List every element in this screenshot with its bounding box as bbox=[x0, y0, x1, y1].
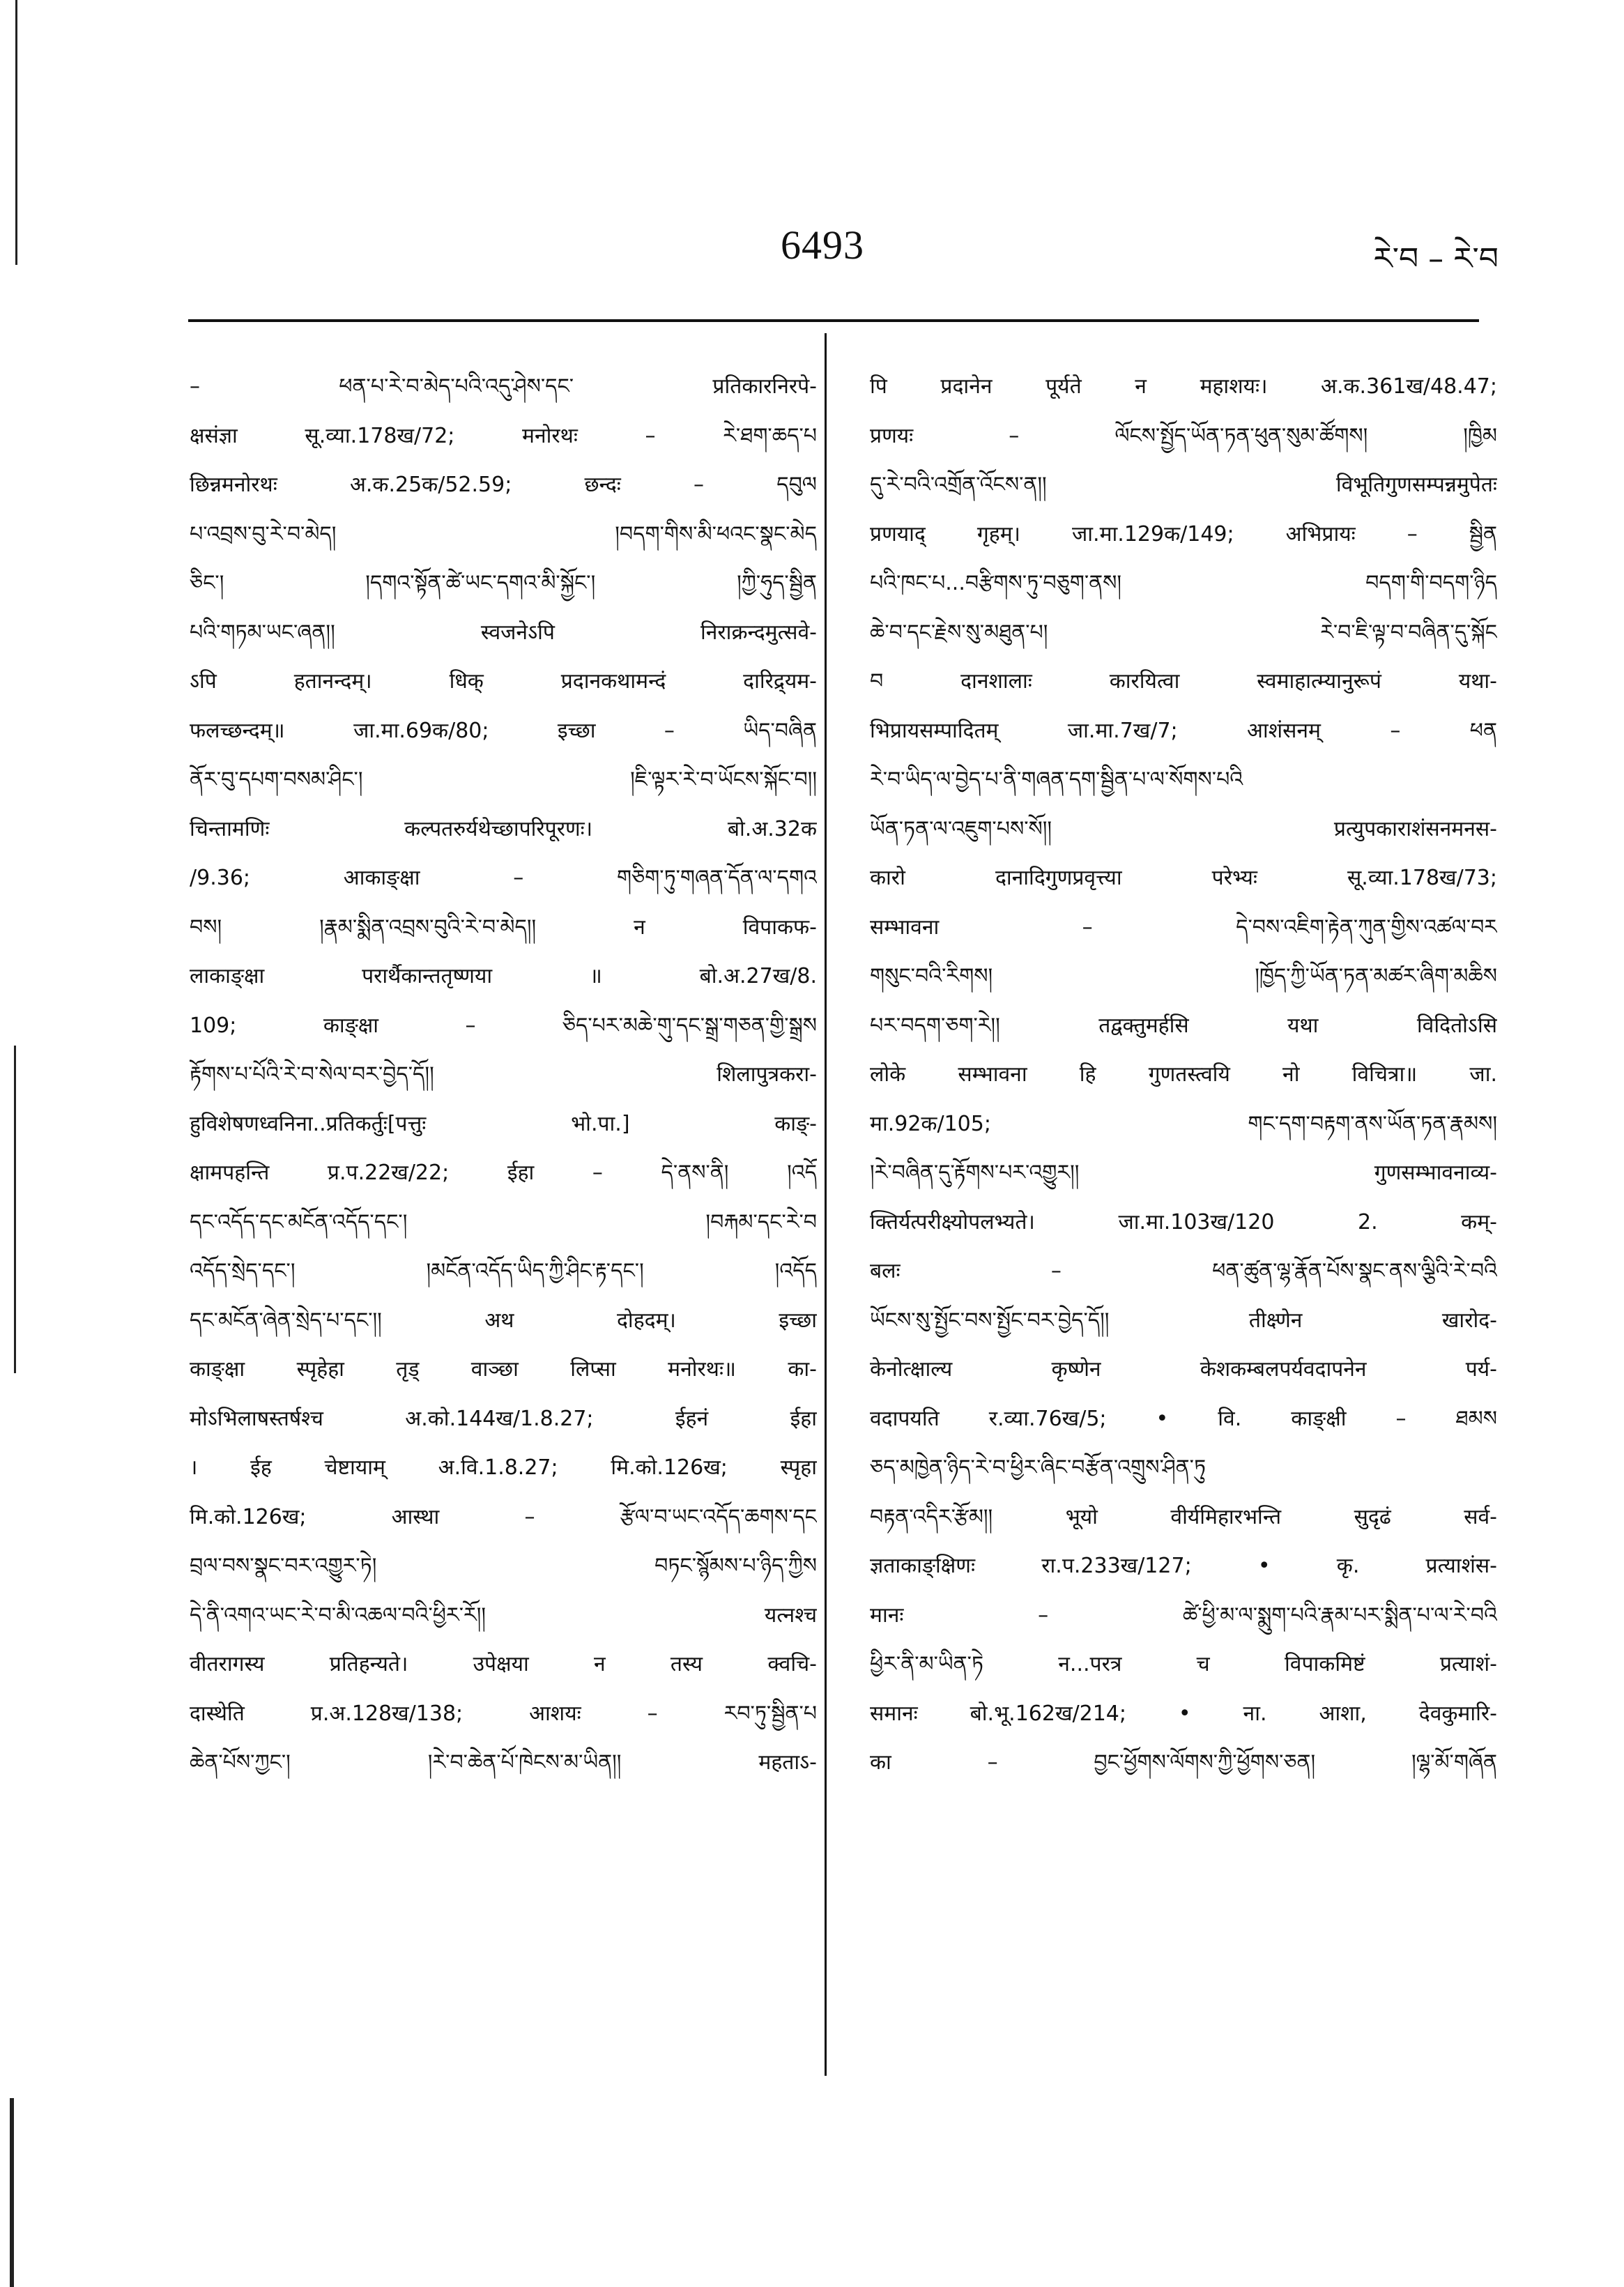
entry-line: क्षामपहन्ति प्र.प.22ख/22; ईहा – དེ་ནས་ནི། །འདོ bbox=[190, 1161, 817, 1185]
entry-line: मा.92क/105; གང་དག་བརྟག་ནས་ཡོན་ཏན་རྣམས། bbox=[870, 1111, 1497, 1136]
entry-line: काङ्क्षा स्पृहेहा तृड् वाञ्छा लिप्सा मनोरथः॥ का- bbox=[190, 1357, 817, 1382]
entry-line: ཆེ་བ་དང་རྗེས་སུ་མཐུན་པ། རེ་བ་ཇི་ལྟ་བ་བཞིན་དུ་སྐོང bbox=[870, 620, 1497, 645]
left-column bbox=[190, 362, 817, 2063]
header-rule bbox=[188, 319, 1479, 322]
entry-line: །རེ་བཞིན་དུ་རྟོགས་པར་འགྱུར།། गुणसम्भावनाव्य- bbox=[870, 1161, 1497, 1185]
running-head: རེ་བ – རེ་བ bbox=[1373, 241, 1499, 277]
entry-line: ཡོན་ཏན་ལ་འཇུག་པས་སོ།། प्रत्युपकाराशंसनमनस- bbox=[870, 816, 1497, 841]
entry-line: प्रणयाद् गृहम्। जा.मा.129क/149; अभिप्रायः – སྦྱིན bbox=[870, 521, 1497, 546]
page-number: 6493 bbox=[781, 222, 864, 268]
entry-line: དང་འདོད་དང་མངོན་འདོད་དང་། །བརྐམ་དང་རེ་བ bbox=[190, 1209, 817, 1234]
entry-line: – ཕན་པ་རེ་བ་མེད་པའི་འདུ་ཤེས་དང་ प्रतिकारनिरपे- bbox=[190, 374, 817, 399]
scan-edge-line-top bbox=[15, 0, 17, 265]
entry-line: । ईह चेष्टायाम् अ.वि.1.8.27; मि.को.126ख; स्पृहा bbox=[190, 1455, 817, 1480]
entry-line: वदापयति र.व्या.76ख/5; • वि. काङ्क्षी – ཐམས bbox=[870, 1406, 1497, 1431]
entry-line: ज्ञताकाङ्क्षिणः रा.प.233ख/127; • कृ. प्रत्याशंस- bbox=[870, 1554, 1497, 1578]
entry-line: दास्थेति प्र.अ.128ख/138; आशयः – རབ་ཏུ་སྦྱིན་པ bbox=[190, 1701, 817, 1726]
entry-line: རྟོགས་པ་པོའི་རེ་བ་སེལ་བར་བྱེད་དོ།། शिलापुत्रकरा- bbox=[190, 1062, 817, 1087]
entry-line: केनोत्क्षाल्य कृष्णेन केशकम्बलपर्यवदापनेन पर्य- bbox=[870, 1357, 1497, 1382]
scan-edge-line-bottom bbox=[10, 2098, 14, 2287]
entry-line: कारो दानादिगुणप्रवृत्त्या परेभ्यः सू.व्या.178ख/73; bbox=[870, 866, 1497, 890]
entry-line: मोऽभिलाषस्तर्षश्च अ.को.144ख/1.8.27; ईहनं ईहा bbox=[190, 1406, 817, 1431]
entry-line: का – བྱང་ཕྱོགས་ལོགས་ཀྱི་ཕྱོགས་ཅན། །ལྷ་མོ་གཞོན bbox=[870, 1750, 1497, 1775]
entry-line: ཡོངས་སུ་སྤྱོང་བས་སྤྱོང་བར་བྱེད་དོ།། तीक्ष्णेन खारोद- bbox=[870, 1308, 1497, 1333]
entry-line: सम्भावना – དེ་བས་འཇིག་རྟེན་ཀུན་གྱིས་འཚལ་བར bbox=[870, 915, 1497, 940]
entry-line: फलच्छन्दम्॥ जा.मा.69क/80; इच्छा – ཡིད་བཞིན bbox=[190, 718, 817, 743]
entry-line: लोके सम्भावना हि गुणतस्त्वयि नो विचित्रा॥ जा. bbox=[870, 1062, 1497, 1087]
entry-line: 109; काङ्क्षा – ཅིད་པར་མཆེ་གུ་དང་སྒྲ་གཅན་གྱི་སྒྲས bbox=[190, 1013, 817, 1038]
entry-line: लाकाङ्क्षा परार्थैकान्ततृष्णया ॥ बो.अ.27ख/8. bbox=[190, 964, 817, 988]
entry-line: རེ་བ་ཡིད་ལ་བྱེད་པ་ནི་གཞན་དག་སྦྱིན་པ་ལ་སོགས་པའི bbox=[870, 767, 1243, 792]
scan-edge-line-middle bbox=[14, 1046, 16, 1373]
entry-line: བ दानशालाः कारयित्वा स्वमाहात्म्यानुरूपं यथा- bbox=[870, 669, 1497, 694]
entry-line: छिन्नमनोरथः अ.क.25क/52.59; छन्दः – དབུལ bbox=[190, 473, 817, 497]
entry-line: समानः बो.भू.162ख/214; • ना. आशा, देवकुमारि- bbox=[870, 1701, 1497, 1726]
entry-line: वीतरागस्य प्रतिहन्यते। उपेक्षया न तस्य क्वचि- bbox=[190, 1652, 817, 1676]
entry-line: གསུང་བའི་རིགས། །ཁྱོད་ཀྱི་ཡོན་ཏན་མཚར་ཞིག་མཆིས bbox=[870, 964, 1497, 988]
column-divider bbox=[825, 333, 827, 2076]
entry-line: ऽपि हतानन्दम्। धिक् प्रदानकथामन्दं दारिद्र्यम- bbox=[190, 669, 817, 694]
right-column bbox=[870, 362, 1497, 2063]
entry-line: པའི་གཏམ་ཡང་ཞན།། स्वजनेऽपि निराक्रन्दमुत्सवे- bbox=[190, 620, 817, 645]
entry-line: ཆེན་པོས་ཀྱང་། །རེ་བ་ཆེན་པོ་ཁེངས་མ་ཡིན།། महताऽ- bbox=[190, 1750, 817, 1775]
entry-line: བརྟན་འདིར་རྩོམ།། भूयो वीर्यमिहारभन्ति सुदृढं सर्व- bbox=[870, 1504, 1497, 1529]
entry-line: དེ་ནི་འགའ་ཡང་རེ་བ་མི་འཆལ་བའི་ཕྱིར་རོ།། यत्नश्च bbox=[190, 1603, 817, 1628]
entry-line: पि प्रदानेन पूर्यते न महाशयः। अ.क.361ख/48.47; bbox=[870, 374, 1497, 399]
entry-line: /9.36; आकाङ्क्षा – གཅིག་ཏུ་གཞན་དོན་ལ་དགའ bbox=[190, 866, 817, 890]
entry-line: དུ་རེ་བའི་འགྲོན་འོངས་ན།། विभूतिगुणसम्पन्नमुपेतः bbox=[870, 473, 1497, 497]
entry-line: चिन्तामणिः कल्पतरुर्यथेच्छापरिपूरणः। बो.अ.32क bbox=[190, 816, 817, 841]
entry-line: क्षसंज्ञा सू.व्या.178ख/72; मनोरथः – རེ་ཐག་ཆད་པ bbox=[190, 423, 817, 448]
entry-line: ཅིང་། །དགའ་སྟོན་ཚེ་ཡང་དགའ་མི་སྐྱོང་། །ཀྱི་ཧུད་སྦྱིན bbox=[190, 571, 817, 595]
entry-line: मि.को.126ख; आस्था – རྩོལ་བ་ཡང་འདོད་ཆགས་དང bbox=[190, 1504, 817, 1529]
entry-line: मानः – ཚེ་ཕྱི་མ་ལ་སྨུག་པའི་རྣམ་པར་སྨིན་པ་ལ་རེ་བའི bbox=[870, 1603, 1497, 1628]
entry-line: बलः – ཕན་ཚུན་ལྷ་རྣོན་པོས་སྣང་ནས་ལྕིའི་རེ་བའི bbox=[870, 1259, 1497, 1283]
entry-line: དང་མངོན་ཞེན་སྲེད་པ་དང་།། अथ दोहदम्। इच्छा bbox=[190, 1308, 817, 1333]
entry-line: ནོར་བུ་དཔག་བསམ་ཤིང་། །ཇི་ལྟར་རེ་བ་ཡོངས་སྐོང་བ།། bbox=[190, 767, 817, 792]
entry-line: भिप्रायसम्पादितम् जा.मा.7ख/7; आशंसनम् – ཕན bbox=[870, 718, 1497, 743]
entry-line: ཅད་མཁྱེན་ཉིད་རེ་བ་ཕྱིར་ཞིང་བརྩོན་འགྲུས་ཤིན་ཏུ bbox=[870, 1455, 1206, 1480]
entry-line: क्तिर्यत्परीक्ष्योपलभ्यते। जा.मा.103ख/120 2. कम्- bbox=[870, 1209, 1497, 1234]
entry-line: हुविशेषणध्वनिना..प्रतिकर्तुः[पत्तुः भो.पा.] काङ्- bbox=[190, 1111, 817, 1136]
entry-line: བྲལ་བས་སྣང་བར་འགྱུར་ཏེ། བཏང་སྙོམས་པ་ཉིད་ཀྱིས bbox=[190, 1554, 817, 1578]
entry-line: प्रणयः – ལོངས་སྤྱོད་ཡོན་ཏན་ཕུན་སུམ་ཚོགས། །ཁྱིམ bbox=[870, 423, 1497, 448]
entry-line: པ་འབྲས་བུ་རེ་བ་མེད། །བདག་གིས་མི་ཕའང་སྣང་མེད bbox=[190, 521, 817, 546]
entry-line: འདོད་སྲེད་དང་། །མངོན་འདོད་ཡིད་ཀྱི་ཤིང་རྟ་དང་། །འདོད bbox=[190, 1259, 817, 1283]
entry-line: པའི་ཁང་པ...བརྩིགས་ཏུ་བཅུག་ནས། བདག་གི་བདག་ཉིད bbox=[870, 571, 1497, 595]
entry-line: ཕྱིར་ནི་མ་ཡིན་ཏེ न...परत्र च विपाकमिष्टं प्रत्याशं- bbox=[870, 1652, 1497, 1676]
entry-line: བས། །རྣམ་སྨིན་འབྲས་བུའི་རེ་བ་མེད།། न विपाकफ- bbox=[190, 915, 817, 940]
entry-line: པར་བདག་ཅག་རེ།། तद्वक्तुमर्हसि यथा विदितोऽसि bbox=[870, 1013, 1497, 1038]
